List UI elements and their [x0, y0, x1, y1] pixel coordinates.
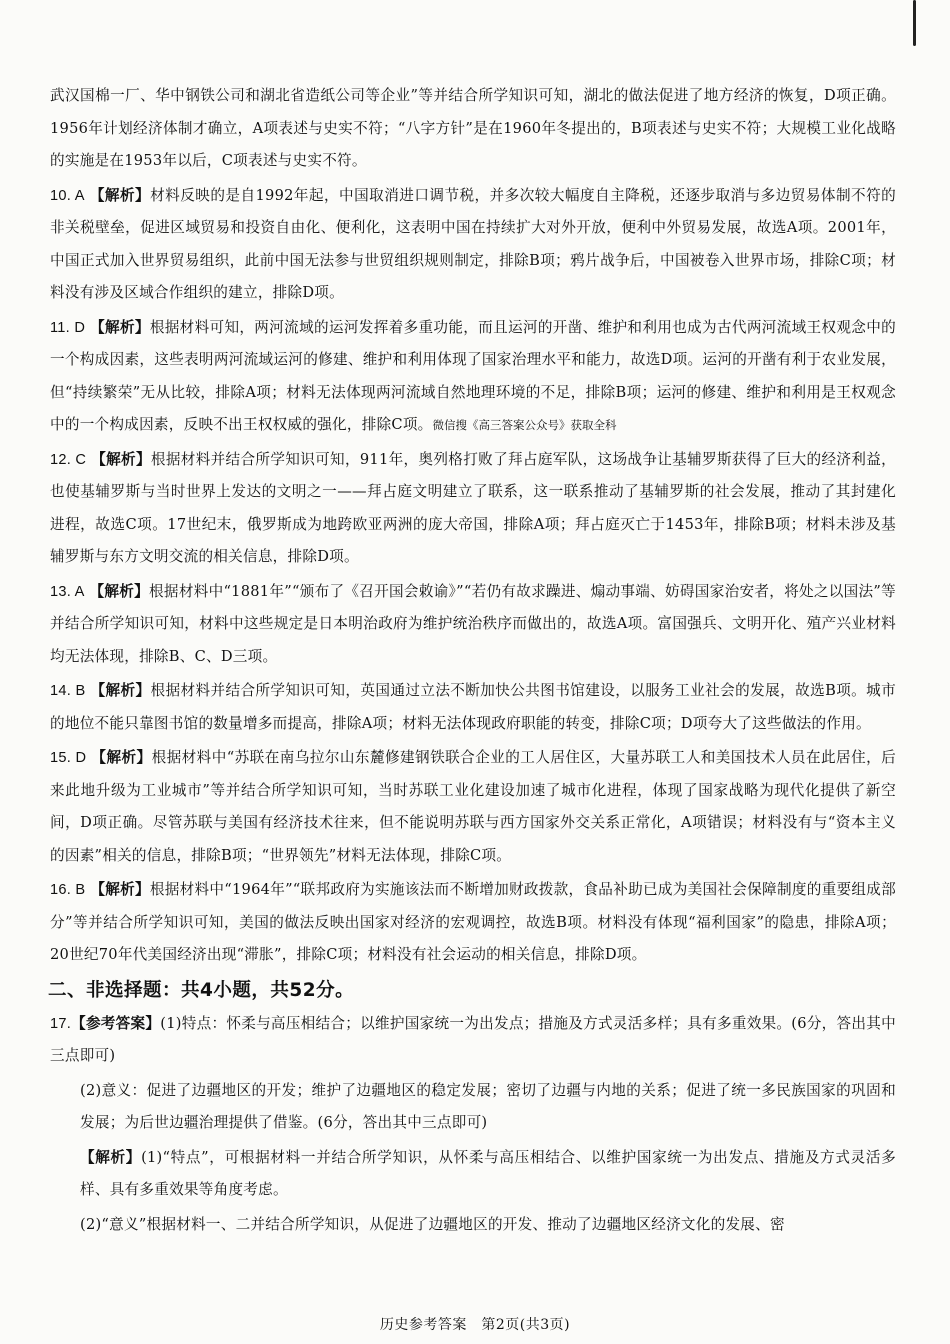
question-number: 14. B [50, 683, 86, 699]
analysis-text: 根据材料中“苏联在南乌拉尔山东麓修建钢铁联合企业的工人居住区，大量苏联工人和美国技术人员在此居住，后来此地升级为工业城市”等并结合所学知识可知，当时苏联工业化建设加速了城市化进程，体现了国家战略为现代化提供了新空间，D项正确。尽管苏联与美国有经济技术往来，但不能说明苏联与西方国家外交关系正常化，A项错误；材料没有与“资本主义的因素”相关的信息，排除B项；“世界领先”材料无法体现，排除C项。 [50, 749, 896, 864]
question-number: 11. D [50, 319, 86, 336]
analysis-tag: 【解析】 [89, 186, 151, 204]
analysis-block-1 [50, 1142, 896, 1207]
question-item [50, 180, 896, 310]
question-item [50, 742, 896, 872]
question-item [50, 444, 896, 574]
answer-part-2: (2)意义：促进了边疆地区的开发；维护了边疆地区的稳定发展；密切了边疆与内地的关系；促进了统一多民族国家的巩固和发展；为后世边疆治理提供了借鉴。(6分，答出其中三点即可) [80, 1081, 896, 1131]
page-edge-line [913, 0, 916, 46]
question-item [50, 312, 896, 442]
question-number: 13. A [50, 583, 85, 600]
section-title: 二、非选择题：共4小题，共52分。 [48, 979, 355, 1001]
watermark-note: 微信搜《高三答案公众号》获取全科 [432, 418, 617, 432]
analysis-text: 材料反映的是自1992年起，中国取消进口调节税，并多次较大幅度自主降税，还逐步取消与多边贸易体制不符的非关税壁垒，促进区域贸易和投资自由化、便利化，这表明中国在持续扩大对外开放，便利中外贸易发展，故选A项。2001年，中国正式加入世界贸易组织，此前中国无法参与世贸组织规则制定，排除B项；鸦片战争后，中国被卷入世界市场，排除C项；材料没有涉及区域合作组织的建立，排除D项。 [50, 186, 896, 301]
question-number: 17. [50, 1015, 72, 1032]
question-item [50, 874, 896, 972]
question-list [50, 180, 896, 972]
analysis-tag: 【解析】 [90, 881, 150, 898]
analysis-tag: 【解析】 [80, 1148, 142, 1166]
page-footer: 历史参考答案 第2页(共3页) [379, 1317, 571, 1333]
analysis-tag: 【解析】 [90, 318, 150, 336]
analysis-text: 根据材料可知，两河流域的运河发挥着多重功能，而且运河的开凿、维护和利用也成为古代两河流域王权观念中的一个构成因素，这些表明两河流域运河的修建、维护和利用体现了国家治理水平和能力，故选D项。运河的开凿有利于农业发展，但“持续繁荣”无从比较，排除A项；材料无法体现两河流域自然地理环境的不足，排除B项；运河的修建、维护和利用是王权观念中的一个构成因素，反映不出王权权威的强化，排除C项。 [50, 318, 896, 433]
analysis-tag: 【解析】 [91, 749, 152, 766]
question-number: 15. D [50, 750, 87, 766]
analysis-text: 根据材料中“1881年”“颁布了《召开国会敕谕》”“若仍有故求躁进、煽动事端、妨碍国家治安者，将处之以国法”等并结合所学知识可知，材料中这些规定是日本明治政府为维护统治秩序而做出的，故选A项。富国强兵、文明开化、殖产兴业材料均无法体现，排除B、C、D三项。 [50, 582, 896, 665]
analysis-text: 根据材料并结合所学知识可知，英国通过立法不断加快公共图书馆建设，以服务工业社会的发展，故选B项。城市的地位不能只靠图书馆的数量增多而提高，排除A项；材料无法体现政府职能的转变，排除C项；D项夸大了这些做法的作用。 [50, 682, 897, 732]
analysis-tag: 【解析】 [91, 450, 151, 468]
question-number: 12. C [50, 451, 87, 468]
analysis-tag: 【解析】 [90, 682, 151, 699]
analysis-text: 根据材料并结合所学知识可知，911年，奥列格打败了拜占庭军队，这场战争让基辅罗斯获得了巨大的经济利益，也使基辅罗斯与当时世界上发达的文明之一——拜占庭文明建立了联系，这一联系推动了基辅罗斯的社会发展，推动了其封建化进程，故选C项。17世纪末，俄罗斯成为地跨欧亚两洲的庞大帝国，排除A项；拜占庭灭亡于1453年，排除B项；材料未涉及基辅罗斯与东方文明交流的相关信息，排除D项。 [50, 450, 897, 565]
analysis-part-2: (2)“意义”根据材料一、二并结合所学知识，从促进了边疆地区的开发、推动了边疆地区经济文化的发展、密 [80, 1215, 785, 1233]
answer-content [50, 80, 896, 1243]
analysis-text: 根据材料中“1964年”“联邦政府为实施该法而不断增加财政拨款，食品补助已成为美国社会保障制度的重要组成部分”等并结合所学知识可知，美国的做法反映出国家对经济的宏观调控，故选B项。材料没有体现“福利国家”的隐患，排除A项；20世纪70年代美国经济出现“滞胀”，排除C项；材料没有社会运动的相关信息，排除D项。 [50, 881, 897, 963]
question-number: 10. A [50, 187, 85, 204]
answer-part-1: (1)特点：怀柔与高压相结合；以维护国家统一为出发点；措施及方式灵活多样；具有多重效果。(6分，答出其中三点即可) [50, 1014, 896, 1064]
intro-paragraph: 武汉国棉一厂、华中钢铁公司和湖北省造纸公司等企业”等并结合所学知识可知，湖北的做法促进了地方经济的恢复，D项正确。1956年计划经济体制才确立，A项表述与史实不符；“八字方针”是在1960年冬提出的，B项表述与史实不符；大规模工业化战略的实施是在1953年以后，C项表述与史实不符。 [50, 87, 896, 169]
answer-tag: 【参考答案】 [71, 1014, 161, 1032]
answer-part-2-block [50, 1075, 896, 1140]
question-number: 16. B [50, 882, 86, 898]
question-item [50, 576, 896, 674]
analysis-tag: 【解析】 [89, 582, 150, 600]
question-17 [50, 1008, 896, 1073]
question-item [50, 675, 896, 740]
analysis-block-2 [50, 1209, 896, 1242]
analysis-part-1: (1)“特点”，可根据材料一并结合所学知识，从怀柔与高压相结合、以维护国家统一为出发点、措施及方式灵活多样、具有多重效果等角度考虑。 [80, 1148, 896, 1198]
